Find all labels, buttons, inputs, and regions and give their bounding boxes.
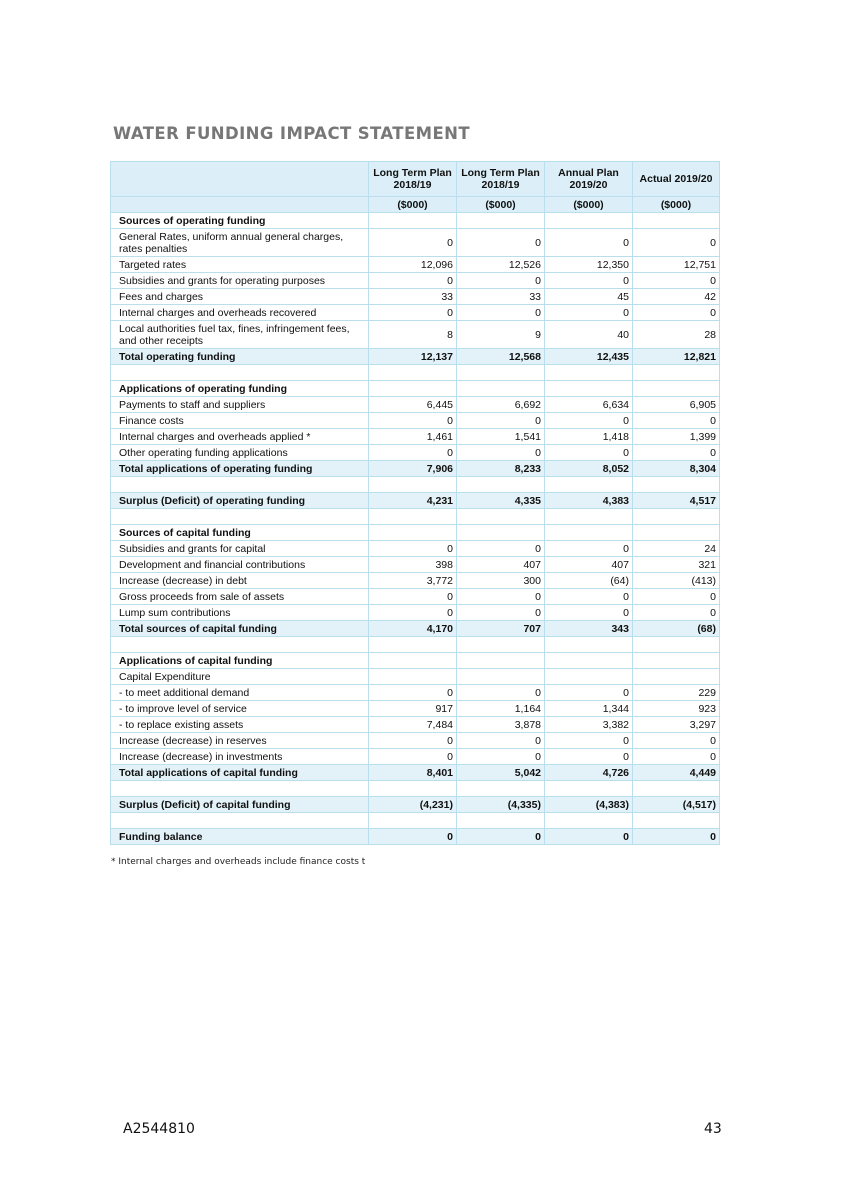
value-cell: 3,382	[545, 717, 633, 733]
row-label: Surplus (Deficit) of capital funding	[111, 797, 369, 813]
value-cell: 0	[545, 541, 633, 557]
table-row	[111, 717, 720, 733]
empty-cell	[633, 213, 720, 229]
empty-cell	[633, 477, 720, 493]
empty-cell	[111, 509, 369, 525]
empty-cell	[369, 669, 457, 685]
empty-cell	[457, 365, 545, 381]
row-label: Local authorities fuel tax, fines, infringement fees, and other receipts	[111, 321, 369, 349]
row-label: Increase (decrease) in debt	[111, 573, 369, 589]
value-cell: 8,052	[545, 461, 633, 477]
table-row	[111, 413, 720, 429]
value-cell: 12,435	[545, 349, 633, 365]
value-cell: 0	[369, 749, 457, 765]
total-row	[111, 349, 720, 365]
empty-cell	[111, 365, 369, 381]
table-row	[111, 589, 720, 605]
value-cell: 12,137	[369, 349, 457, 365]
value-cell: 300	[457, 573, 545, 589]
total-row	[111, 461, 720, 477]
row-label: Finance costs	[111, 413, 369, 429]
unit-header: ($000)	[545, 197, 633, 213]
value-cell: 33	[369, 289, 457, 305]
value-cell: 12,096	[369, 257, 457, 273]
total-row	[111, 621, 720, 637]
total-row	[111, 797, 720, 813]
empty-cell	[457, 381, 545, 397]
table-row	[111, 289, 720, 305]
column-header: Long Term Plan 2018/19	[369, 162, 457, 197]
value-cell: 917	[369, 701, 457, 717]
column-header: Annual Plan 2019/20	[545, 162, 633, 197]
value-cell: 0	[633, 589, 720, 605]
empty-cell	[633, 813, 720, 829]
value-cell: 45	[545, 289, 633, 305]
row-label: Payments to staff and suppliers	[111, 397, 369, 413]
value-cell: 0	[369, 541, 457, 557]
value-cell: 0	[457, 589, 545, 605]
empty-cell	[545, 669, 633, 685]
value-cell: 0	[633, 749, 720, 765]
table-row	[111, 257, 720, 273]
value-cell: 0	[545, 733, 633, 749]
value-cell: 4,383	[545, 493, 633, 509]
row-label: Internal charges and overheads recovered	[111, 305, 369, 321]
value-cell: 12,751	[633, 257, 720, 273]
unit-header: ($000)	[457, 197, 545, 213]
table-row	[111, 749, 720, 765]
value-cell: (68)	[633, 621, 720, 637]
value-cell: 0	[633, 829, 720, 845]
row-label: Increase (decrease) in reserves	[111, 733, 369, 749]
value-cell: 8,233	[457, 461, 545, 477]
value-cell: 0	[545, 413, 633, 429]
value-cell: 1,541	[457, 429, 545, 445]
empty-cell	[545, 509, 633, 525]
value-cell: 0	[545, 685, 633, 701]
row-label: - to improve level of service	[111, 701, 369, 717]
value-cell: 6,634	[545, 397, 633, 413]
empty-cell	[457, 781, 545, 797]
row-label: Total sources of capital funding	[111, 621, 369, 637]
section-header-row	[111, 653, 720, 669]
row-label: - to meet additional demand	[111, 685, 369, 701]
empty-cell	[457, 653, 545, 669]
value-cell: 0	[457, 685, 545, 701]
row-label: Total applications of capital funding	[111, 765, 369, 781]
empty-cell	[369, 509, 457, 525]
row-label: Subsidies and grants for capital	[111, 541, 369, 557]
value-cell: 0	[545, 445, 633, 461]
spacer-row	[111, 813, 720, 829]
table-body	[111, 213, 720, 845]
value-cell: 8	[369, 321, 457, 349]
value-cell: 8,304	[633, 461, 720, 477]
value-cell: 0	[545, 273, 633, 289]
empty-cell	[369, 813, 457, 829]
value-cell: (64)	[545, 573, 633, 589]
document-id: A2544810	[123, 1121, 195, 1137]
row-label: Gross proceeds from sale of assets	[111, 589, 369, 605]
value-cell: 0	[633, 445, 720, 461]
table-row	[111, 733, 720, 749]
value-cell: 0	[457, 829, 545, 845]
empty-cell	[457, 813, 545, 829]
empty-cell	[545, 381, 633, 397]
value-cell: 0	[457, 541, 545, 557]
value-cell: (4,231)	[369, 797, 457, 813]
empty-cell	[633, 781, 720, 797]
value-cell: 0	[457, 305, 545, 321]
empty-cell	[633, 653, 720, 669]
value-cell: 0	[633, 305, 720, 321]
empty-cell	[457, 213, 545, 229]
row-label: Applications of capital funding	[111, 653, 369, 669]
table-row	[111, 685, 720, 701]
value-cell: 0	[369, 229, 457, 257]
table-row	[111, 445, 720, 461]
row-label: Fees and charges	[111, 289, 369, 305]
value-cell: 0	[633, 733, 720, 749]
empty-cell	[633, 381, 720, 397]
row-label: General Rates, uniform annual general charges, rates penalties	[111, 229, 369, 257]
value-cell: (4,383)	[545, 797, 633, 813]
value-cell: 0	[545, 829, 633, 845]
value-cell: 1,344	[545, 701, 633, 717]
empty-cell	[633, 669, 720, 685]
row-label: - to replace existing assets	[111, 717, 369, 733]
value-cell: 1,461	[369, 429, 457, 445]
table-row	[111, 229, 720, 257]
value-cell: 3,297	[633, 717, 720, 733]
empty-cell	[457, 509, 545, 525]
row-label: Sources of capital funding	[111, 525, 369, 541]
value-cell: 6,905	[633, 397, 720, 413]
value-cell: 4,335	[457, 493, 545, 509]
value-cell: 33	[457, 289, 545, 305]
value-cell: 40	[545, 321, 633, 349]
value-cell: 4,726	[545, 765, 633, 781]
row-label: Lump sum contributions	[111, 605, 369, 621]
empty-cell	[545, 813, 633, 829]
value-cell: 9	[457, 321, 545, 349]
empty-cell	[545, 213, 633, 229]
value-cell: 0	[369, 605, 457, 621]
value-cell: 0	[545, 749, 633, 765]
value-cell: (4,517)	[633, 797, 720, 813]
value-cell: 923	[633, 701, 720, 717]
value-cell: 0	[369, 273, 457, 289]
value-cell: 0	[457, 605, 545, 621]
value-cell: 5,042	[457, 765, 545, 781]
value-cell: 1,399	[633, 429, 720, 445]
empty-cell	[369, 365, 457, 381]
value-cell: 24	[633, 541, 720, 557]
section-header-row	[111, 381, 720, 397]
empty-cell	[111, 813, 369, 829]
value-cell: 8,401	[369, 765, 457, 781]
page-number: 43	[704, 1121, 722, 1137]
table-row	[111, 305, 720, 321]
table-row	[111, 701, 720, 717]
spacer-row	[111, 781, 720, 797]
value-cell: 12,568	[457, 349, 545, 365]
empty-cell	[633, 509, 720, 525]
empty-cell	[369, 637, 457, 653]
value-cell: 0	[633, 273, 720, 289]
empty-cell	[457, 525, 545, 541]
row-label: Subsidies and grants for operating purposes	[111, 273, 369, 289]
table-row	[111, 557, 720, 573]
empty-cell	[111, 781, 369, 797]
page-title: WATER FUNDING IMPACT STATEMENT	[113, 124, 470, 143]
row-label: Sources of operating funding	[111, 213, 369, 229]
value-cell: 0	[545, 605, 633, 621]
empty-cell	[545, 653, 633, 669]
value-cell: 407	[545, 557, 633, 573]
value-cell: 1,164	[457, 701, 545, 717]
value-cell: 28	[633, 321, 720, 349]
empty-cell	[111, 477, 369, 493]
value-cell: 6,692	[457, 397, 545, 413]
value-cell: (413)	[633, 573, 720, 589]
spacer-row	[111, 477, 720, 493]
value-cell: 0	[633, 605, 720, 621]
empty-cell	[369, 781, 457, 797]
footnote: * Internal charges and overheads include finance costs t	[111, 857, 366, 867]
value-cell: 0	[545, 305, 633, 321]
unit-header: ($000)	[633, 197, 720, 213]
empty-cell	[369, 213, 457, 229]
value-cell: 3,772	[369, 573, 457, 589]
empty-cell	[369, 381, 457, 397]
table-row	[111, 273, 720, 289]
table-row	[111, 669, 720, 685]
value-cell: 0	[457, 749, 545, 765]
value-cell: 3,878	[457, 717, 545, 733]
empty-cell	[545, 477, 633, 493]
value-cell: 0	[369, 413, 457, 429]
row-label: Capital Expenditure	[111, 669, 369, 685]
row-label: Development and financial contributions	[111, 557, 369, 573]
section-header-row	[111, 213, 720, 229]
value-cell: 343	[545, 621, 633, 637]
empty-cell	[457, 477, 545, 493]
value-cell: 229	[633, 685, 720, 701]
row-label: Targeted rates	[111, 257, 369, 273]
empty-cell	[369, 525, 457, 541]
spacer-row	[111, 509, 720, 525]
empty-cell	[457, 637, 545, 653]
value-cell: 42	[633, 289, 720, 305]
header-blank-cell	[111, 162, 369, 197]
value-cell: 321	[633, 557, 720, 573]
empty-cell	[545, 637, 633, 653]
unit-header: ($000)	[369, 197, 457, 213]
table-row	[111, 541, 720, 557]
section-header-row	[111, 525, 720, 541]
table-row	[111, 397, 720, 413]
value-cell: 4,170	[369, 621, 457, 637]
value-cell: 12,821	[633, 349, 720, 365]
value-cell: 707	[457, 621, 545, 637]
empty-cell	[633, 525, 720, 541]
value-cell: 0	[457, 733, 545, 749]
value-cell: 0	[369, 305, 457, 321]
row-label: Applications of operating funding	[111, 381, 369, 397]
empty-cell	[545, 525, 633, 541]
value-cell: 0	[369, 589, 457, 605]
total-row	[111, 829, 720, 845]
value-cell: 0	[369, 733, 457, 749]
empty-cell	[633, 365, 720, 381]
table-row	[111, 573, 720, 589]
total-row	[111, 493, 720, 509]
empty-cell	[111, 637, 369, 653]
column-header: Long Term Plan 2018/19	[457, 162, 545, 197]
table-row	[111, 321, 720, 349]
funding-impact-table	[110, 161, 720, 845]
value-cell: 0	[369, 829, 457, 845]
value-cell: 0	[545, 589, 633, 605]
header-blank-cell	[111, 197, 369, 213]
value-cell: 4,517	[633, 493, 720, 509]
row-label: Other operating funding applications	[111, 445, 369, 461]
table-row	[111, 429, 720, 445]
row-label: Total applications of operating funding	[111, 461, 369, 477]
value-cell: 0	[457, 229, 545, 257]
value-cell: 1,418	[545, 429, 633, 445]
row-label: Total operating funding	[111, 349, 369, 365]
row-label: Increase (decrease) in investments	[111, 749, 369, 765]
total-row	[111, 765, 720, 781]
spacer-row	[111, 365, 720, 381]
value-cell: 0	[545, 229, 633, 257]
empty-cell	[545, 781, 633, 797]
value-cell: 0	[633, 229, 720, 257]
empty-cell	[457, 669, 545, 685]
value-cell: 0	[457, 273, 545, 289]
value-cell: 7,906	[369, 461, 457, 477]
row-label: Surplus (Deficit) of operating funding	[111, 493, 369, 509]
value-cell: 12,350	[545, 257, 633, 273]
value-cell: 0	[633, 413, 720, 429]
value-cell: 0	[457, 445, 545, 461]
value-cell: 6,445	[369, 397, 457, 413]
empty-cell	[369, 653, 457, 669]
empty-cell	[545, 365, 633, 381]
value-cell: 12,526	[457, 257, 545, 273]
value-cell: (4,335)	[457, 797, 545, 813]
value-cell: 407	[457, 557, 545, 573]
value-cell: 398	[369, 557, 457, 573]
column-header: Actual 2019/20	[633, 162, 720, 197]
row-label: Internal charges and overheads applied *	[111, 429, 369, 445]
empty-cell	[633, 637, 720, 653]
value-cell: 4,449	[633, 765, 720, 781]
value-cell: 7,484	[369, 717, 457, 733]
table-row	[111, 605, 720, 621]
spacer-row	[111, 637, 720, 653]
value-cell: 0	[369, 685, 457, 701]
value-cell: 4,231	[369, 493, 457, 509]
value-cell: 0	[457, 413, 545, 429]
row-label: Funding balance	[111, 829, 369, 845]
value-cell: 0	[369, 445, 457, 461]
empty-cell	[369, 477, 457, 493]
